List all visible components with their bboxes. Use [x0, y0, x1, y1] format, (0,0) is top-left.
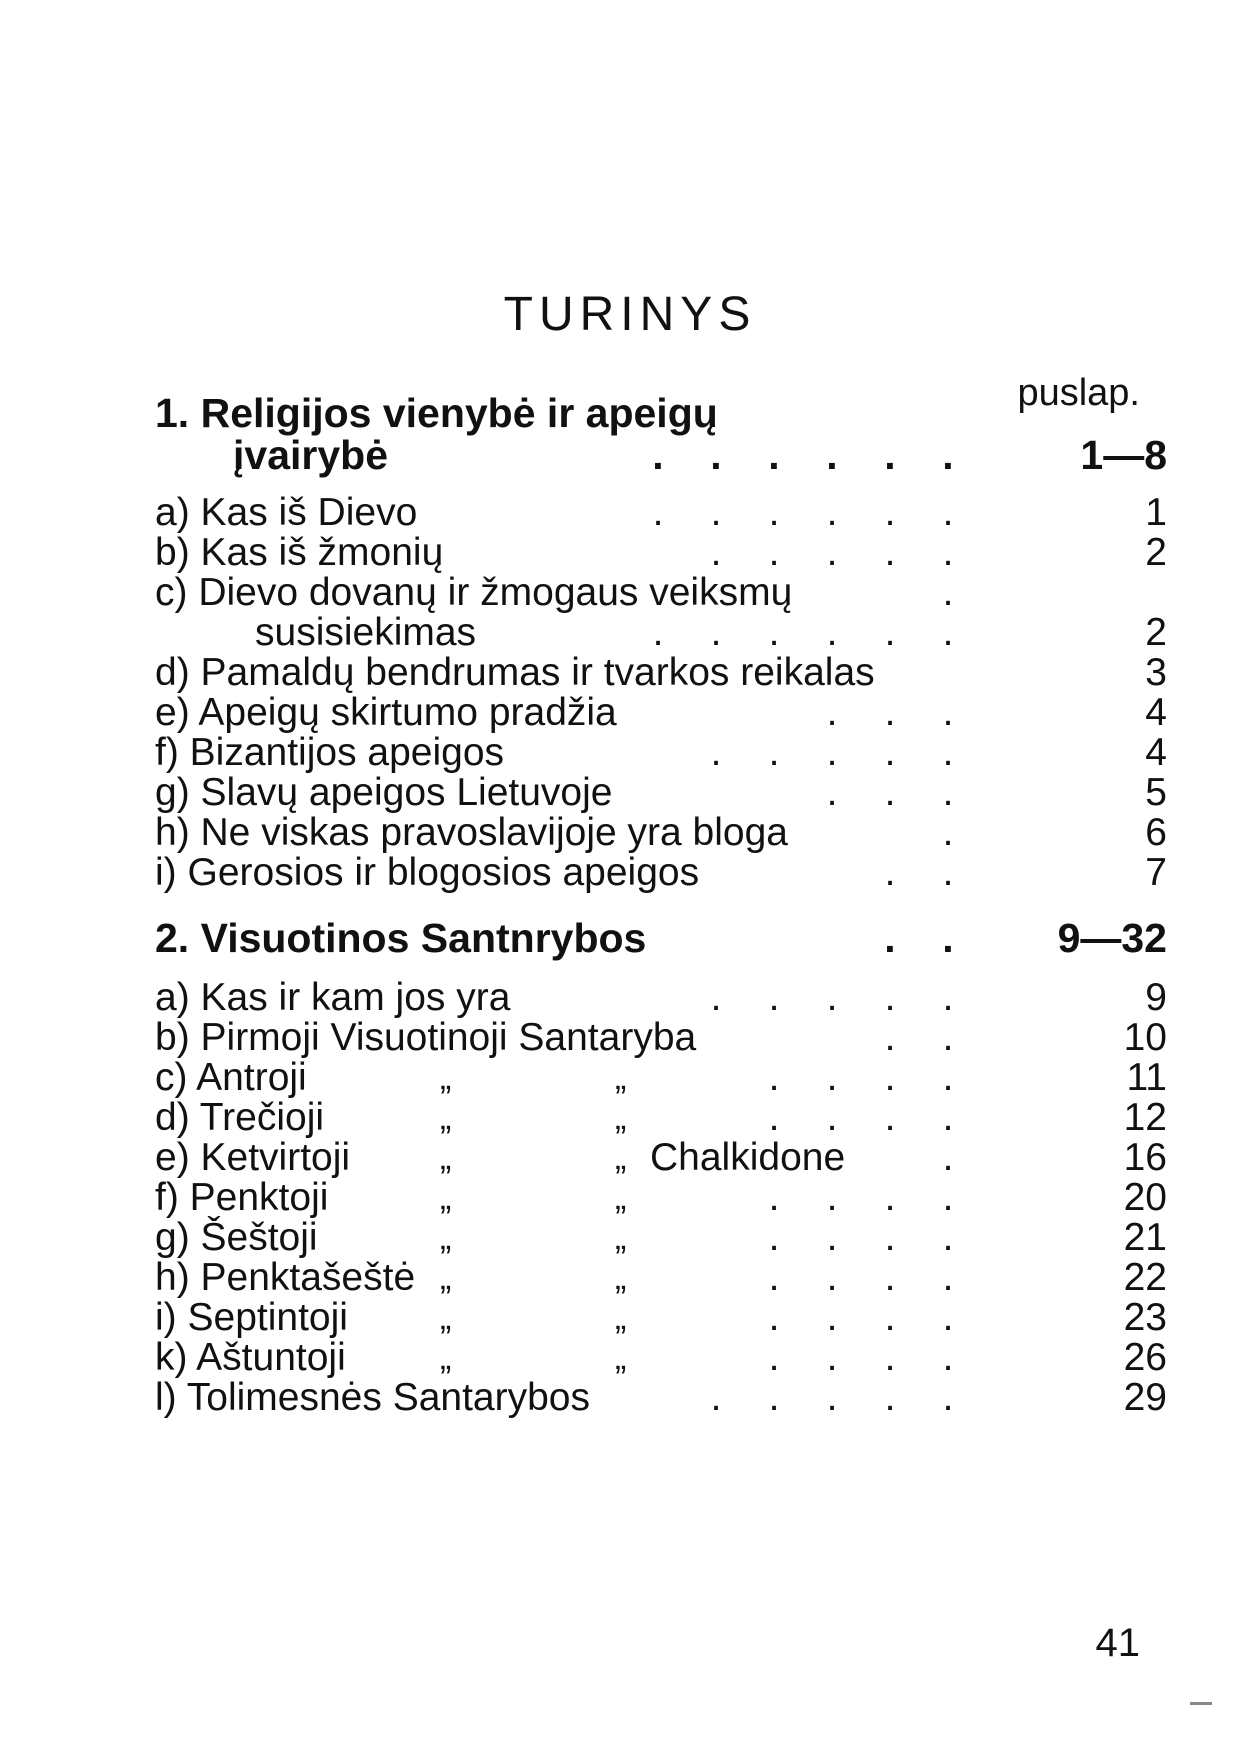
leader-dots: . . — [884, 851, 954, 894]
toc-item-page: 5 — [1145, 771, 1167, 814]
toc-item-page: 26 — [1123, 1336, 1167, 1379]
leader-dots: . . . . . — [710, 1376, 954, 1419]
scan-mark — [1190, 1702, 1212, 1705]
toc-item-extra: Chalkidone — [650, 1136, 846, 1179]
toc-item-page: 12 — [1123, 1096, 1167, 1139]
toc-item-label: c) Antroji — [155, 1056, 307, 1099]
toc-item-page: 20 — [1123, 1176, 1167, 1219]
leader-dots: . — [942, 571, 954, 614]
leader-dots: . — [942, 1136, 954, 1179]
ditto-mark: „ — [615, 1059, 627, 1097]
ditto-mark: „ — [440, 1299, 452, 1337]
toc-item-label: h) Ne viskas pravoslavijoje yra bloga — [155, 811, 788, 854]
toc-item-label: l) Tolimesnės Santarybos — [155, 1376, 590, 1419]
toc-item-page: 29 — [1123, 1376, 1167, 1419]
leader-dots: . . — [884, 915, 954, 961]
ditto-mark: „ — [615, 1099, 627, 1137]
toc-item-label: e) Apeigų skirtumo pradžia — [155, 691, 617, 734]
leader-dots: . . . . . . — [652, 432, 954, 478]
toc-item-page: 2 — [1145, 611, 1167, 654]
ditto-mark: „ — [440, 1179, 452, 1217]
toc-item-label: e) Ketvirtoji — [155, 1136, 351, 1179]
toc-item-page: 1 — [1145, 491, 1167, 534]
toc-item-label: g) Šeštoji — [155, 1216, 318, 1259]
leader-dots: . . . . — [768, 1256, 954, 1299]
leader-dots: . . . . . . — [652, 611, 954, 654]
toc-item-page: 3 — [1145, 651, 1167, 694]
toc-item-label: a) Kas iš Dievo — [155, 491, 418, 534]
leader-dots: . . . . — [768, 1056, 954, 1099]
toc-item-label: d) Trečioji — [155, 1096, 325, 1139]
toc-item-label: c) Dievo dovanų ir žmogaus veiksmų — [155, 571, 793, 614]
leader-dots: . . . — [826, 691, 954, 734]
page-column-header: puslap. — [1017, 372, 1140, 414]
toc-item-label: f) Bizantijos apeigos — [155, 731, 505, 774]
section-1-pages: 1—8 — [1080, 432, 1167, 478]
leader-dots: . . . . . — [710, 976, 954, 1019]
toc-item-page: 9 — [1145, 976, 1167, 1019]
toc-item-label: f) Penktoji — [155, 1176, 329, 1219]
page-title: TURINYS — [503, 288, 757, 341]
leader-dots: . . — [884, 1016, 954, 1059]
leader-dots: . . . . . — [710, 731, 954, 774]
ditto-mark: „ — [440, 1339, 452, 1377]
section-1-heading — [155, 390, 1167, 436]
toc-item-page: 7 — [1145, 851, 1167, 894]
leader-dots: . . . . . — [710, 531, 954, 574]
ditto-mark: „ — [440, 1059, 452, 1097]
ditto-mark: „ — [615, 1179, 627, 1217]
leader-dots: . . . . — [768, 1296, 954, 1339]
ditto-mark: „ — [440, 1099, 452, 1137]
ditto-mark: „ — [615, 1139, 627, 1177]
toc-item-label: susisiekimas — [255, 611, 477, 654]
toc-item-label: b) Pirmoji Visuotinoji Santaryba — [155, 1016, 697, 1059]
section-2-heading — [155, 915, 1167, 961]
toc-item — [155, 1375, 1167, 1421]
toc-item — [155, 850, 1167, 896]
toc-item-page: 22 — [1123, 1256, 1167, 1299]
toc-item-page: 6 — [1145, 811, 1167, 854]
toc-item-label: i) Gerosios ir blogosios apeigos — [155, 851, 700, 894]
toc-item-page: 23 — [1123, 1296, 1167, 1339]
section-2-pages: 9—32 — [1057, 915, 1167, 961]
page-number: 41 — [1095, 1621, 1140, 1665]
toc-item-page: 11 — [1126, 1056, 1167, 1099]
toc-item-page: 21 — [1123, 1216, 1167, 1259]
toc-item-page: 10 — [1123, 1016, 1167, 1059]
section-2-title: 2. Visuotinos Santnrybos — [155, 915, 647, 961]
toc-item-label: h) Penktašeštė — [155, 1256, 416, 1299]
ditto-mark: „ — [440, 1139, 452, 1177]
leader-dots: . . . . — [768, 1096, 954, 1139]
toc-item-label: i) Septintoji — [155, 1296, 348, 1339]
toc-item-page: 16 — [1123, 1136, 1167, 1179]
leader-dots: . . . . — [768, 1336, 954, 1379]
leader-dots: . . . — [826, 771, 954, 814]
ditto-mark: „ — [440, 1259, 452, 1297]
leader-dots: . . . . — [768, 1176, 954, 1219]
leader-dots: . — [942, 811, 954, 854]
toc-item-label: d) Pamaldų bendrumas ir tvarkos reikalas — [155, 651, 875, 694]
ditto-mark: „ — [615, 1299, 627, 1337]
section-1-title-line1: 1. Religijos vienybė ir apeigų — [155, 390, 718, 436]
leader-dots: . . . . . . — [652, 491, 954, 534]
section-1-heading-line2 — [155, 432, 1167, 478]
section-1-title-line2: įvairybė — [233, 432, 388, 478]
ditto-mark: „ — [440, 1219, 452, 1257]
leader-dots: . . . . — [768, 1216, 954, 1259]
toc-item-label: b) Kas iš žmonių — [155, 531, 444, 574]
toc-item-page: 4 — [1145, 691, 1167, 734]
toc-item-page: 4 — [1145, 731, 1167, 774]
toc-item-label: k) Aštuntoji — [155, 1336, 346, 1379]
toc-item-label: a) Kas ir kam jos yra — [155, 976, 511, 1019]
toc-item-page: 2 — [1145, 531, 1167, 574]
ditto-mark: „ — [615, 1219, 627, 1257]
ditto-mark: „ — [615, 1259, 627, 1297]
toc-item-label: g) Slavų apeigos Lietuvoje — [155, 771, 613, 814]
ditto-mark: „ — [615, 1339, 627, 1377]
